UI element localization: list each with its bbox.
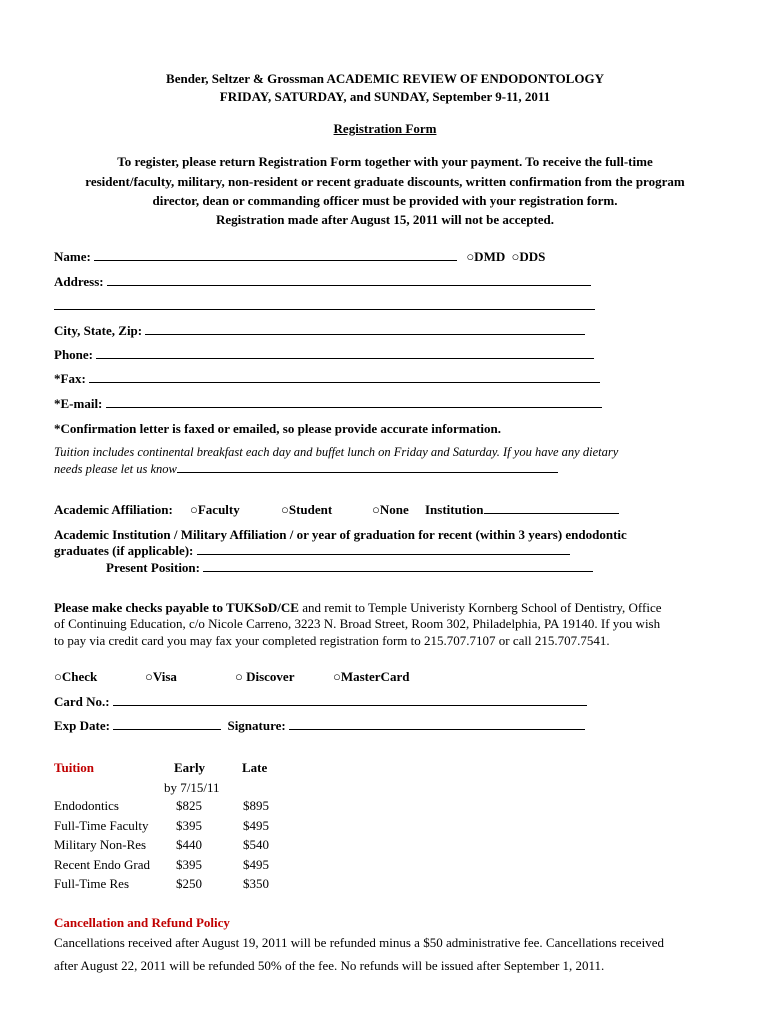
event-dates: FRIDAY, SATURDAY, and SUNDAY, September 9-11, 2011: [219, 89, 551, 104]
tuition-early-price: $395: [176, 818, 202, 833]
payment-line-1: [54, 600, 662, 616]
tuition-row-label: Recent Endo Grad: [54, 857, 151, 872]
address-row: [54, 274, 591, 290]
mastercard-radio[interactable]: ○MasterCard: [333, 669, 410, 684]
fax-field[interactable]: [89, 371, 600, 383]
name-label: Name:: [54, 249, 91, 264]
remit-text: and remit to Temple Univeristy Kornberg School of Dentistry, Office: [298, 600, 662, 615]
tuition-row-label: Full-Time Faculty: [54, 818, 149, 833]
address-row-2: [54, 298, 595, 314]
tuition-late-price: $540: [243, 837, 269, 852]
tuition-row-label: Endodontics: [54, 798, 119, 813]
phone-field[interactable]: [96, 347, 594, 359]
position-label: Present Position:: [106, 560, 200, 575]
tuition-includes-note: Tuition includes continental breakfast each day and buffet lunch on Friday and Saturday. If you have any dietary: [54, 445, 619, 459]
academic-institution-field[interactable]: [197, 543, 570, 555]
form-title: Registration Form: [333, 121, 437, 136]
name-row: [54, 249, 545, 265]
tuition-row-label: Full-Time Res: [54, 876, 130, 891]
exp-date-field[interactable]: [113, 718, 221, 730]
early-column-header: Early: [174, 760, 206, 775]
intro-line-1: To register, please return Registration Form together with your payment. To receive the full-time: [117, 154, 653, 169]
tuition-early-price: $250: [176, 876, 202, 891]
tuition-late-price: $495: [243, 857, 269, 872]
none-radio[interactable]: ○None: [372, 502, 409, 517]
tuition-late-price: $895: [243, 798, 269, 813]
tuition-early-price: $825: [176, 798, 202, 813]
card-number-field[interactable]: [113, 694, 587, 706]
confirmation-note: *Confirmation letter is faxed or emailed, so please provide accurate information.: [54, 421, 501, 436]
card-label: Card No.:: [54, 694, 110, 709]
signature-field[interactable]: [289, 718, 585, 730]
address-label: Address:: [54, 274, 104, 289]
cancellation-heading: Cancellation and Refund Policy: [54, 915, 230, 930]
position-row: [106, 560, 593, 576]
card-row: [54, 694, 587, 710]
exp-sig-row: [54, 718, 585, 734]
academic-institution-text: Academic Institution / Military Affiliation / or year of graduation for recent (within 3 years) endodontic: [54, 527, 627, 542]
payment-line-2: of Continuing Education, c/o Nicole Carreno, 3223 N. Broad Street, Room 302, Philadelphia, PA 19140. If you wish: [54, 616, 661, 631]
signature-label: Signature:: [227, 718, 286, 733]
phone-row: [54, 347, 594, 363]
student-radio[interactable]: ○Student: [281, 502, 333, 517]
fax-row: [54, 371, 600, 387]
name-field[interactable]: [94, 249, 457, 261]
institution-row: [425, 502, 619, 518]
address-field[interactable]: [107, 274, 591, 286]
dmd-radio[interactable]: ○DMD: [466, 249, 506, 264]
fax-label: *Fax:: [54, 371, 86, 386]
tuition-row-label: Military Non-Res: [54, 837, 147, 852]
discover-radio[interactable]: ○ Discover: [235, 669, 295, 684]
city-row: [54, 323, 585, 339]
tuition-heading: Tuition: [54, 760, 94, 775]
graduates-row: [54, 543, 570, 559]
intro-line-3: director, dean or commanding officer must be provided with your registration form.: [152, 193, 618, 208]
email-row: [54, 396, 602, 412]
tuition-late-price: $350: [243, 876, 269, 891]
dietary-label: needs please let us know: [54, 462, 177, 476]
visa-radio[interactable]: ○Visa: [145, 669, 177, 684]
email-field[interactable]: [106, 396, 602, 408]
position-field[interactable]: [203, 560, 593, 572]
early-deadline: by 7/15/11: [164, 780, 220, 795]
tuition-early-price: $440: [176, 837, 202, 852]
institution-field[interactable]: [484, 502, 619, 514]
faculty-radio[interactable]: ○Faculty: [190, 502, 240, 517]
intro-line-2: resident/faculty, military, non-resident or recent graduate discounts, written confirmation from the program: [85, 174, 685, 189]
intro-line-4: Registration made after August 15, 2011 will not be accepted.: [215, 212, 555, 227]
email-label: *E-mail:: [54, 396, 103, 411]
exp-label: Exp Date:: [54, 718, 110, 733]
payable-to-text: Please make checks payable to TUKSoD/CE: [54, 600, 299, 615]
institution-label: Institution: [425, 502, 484, 517]
payment-line-3: to pay via credit card you may fax your completed registration form to 215.707.7107 or call 215.707.7541.: [54, 633, 610, 648]
tuition-late-price: $495: [243, 818, 269, 833]
tuition-early-price: $395: [176, 857, 202, 872]
graduates-label: graduates (if applicable):: [54, 543, 194, 558]
city-state-zip-field[interactable]: [145, 323, 585, 335]
city-label: City, State, Zip:: [54, 323, 143, 338]
dietary-row: [54, 461, 558, 477]
dds-radio[interactable]: ○DDS: [511, 249, 546, 264]
phone-label: Phone:: [54, 347, 93, 362]
late-column-header: Late: [242, 760, 268, 775]
event-title: Bender, Seltzer & Grossman ACADEMIC REVIEW OF ENDODONTOLOGY: [166, 71, 604, 86]
dietary-field[interactable]: [177, 461, 558, 473]
cancellation-line-2: after August 22, 2011 will be refunded 50% of the fee. No refunds will be issued after September 1, 2011.: [54, 958, 605, 973]
affiliation-label: Academic Affiliation:: [54, 502, 173, 517]
check-radio[interactable]: ○Check: [54, 669, 98, 684]
address-field-2[interactable]: [54, 298, 595, 310]
cancellation-line-1: Cancellations received after August 19, 2011 will be refunded minus a $50 administrative fee. Cancellations received: [54, 935, 664, 950]
